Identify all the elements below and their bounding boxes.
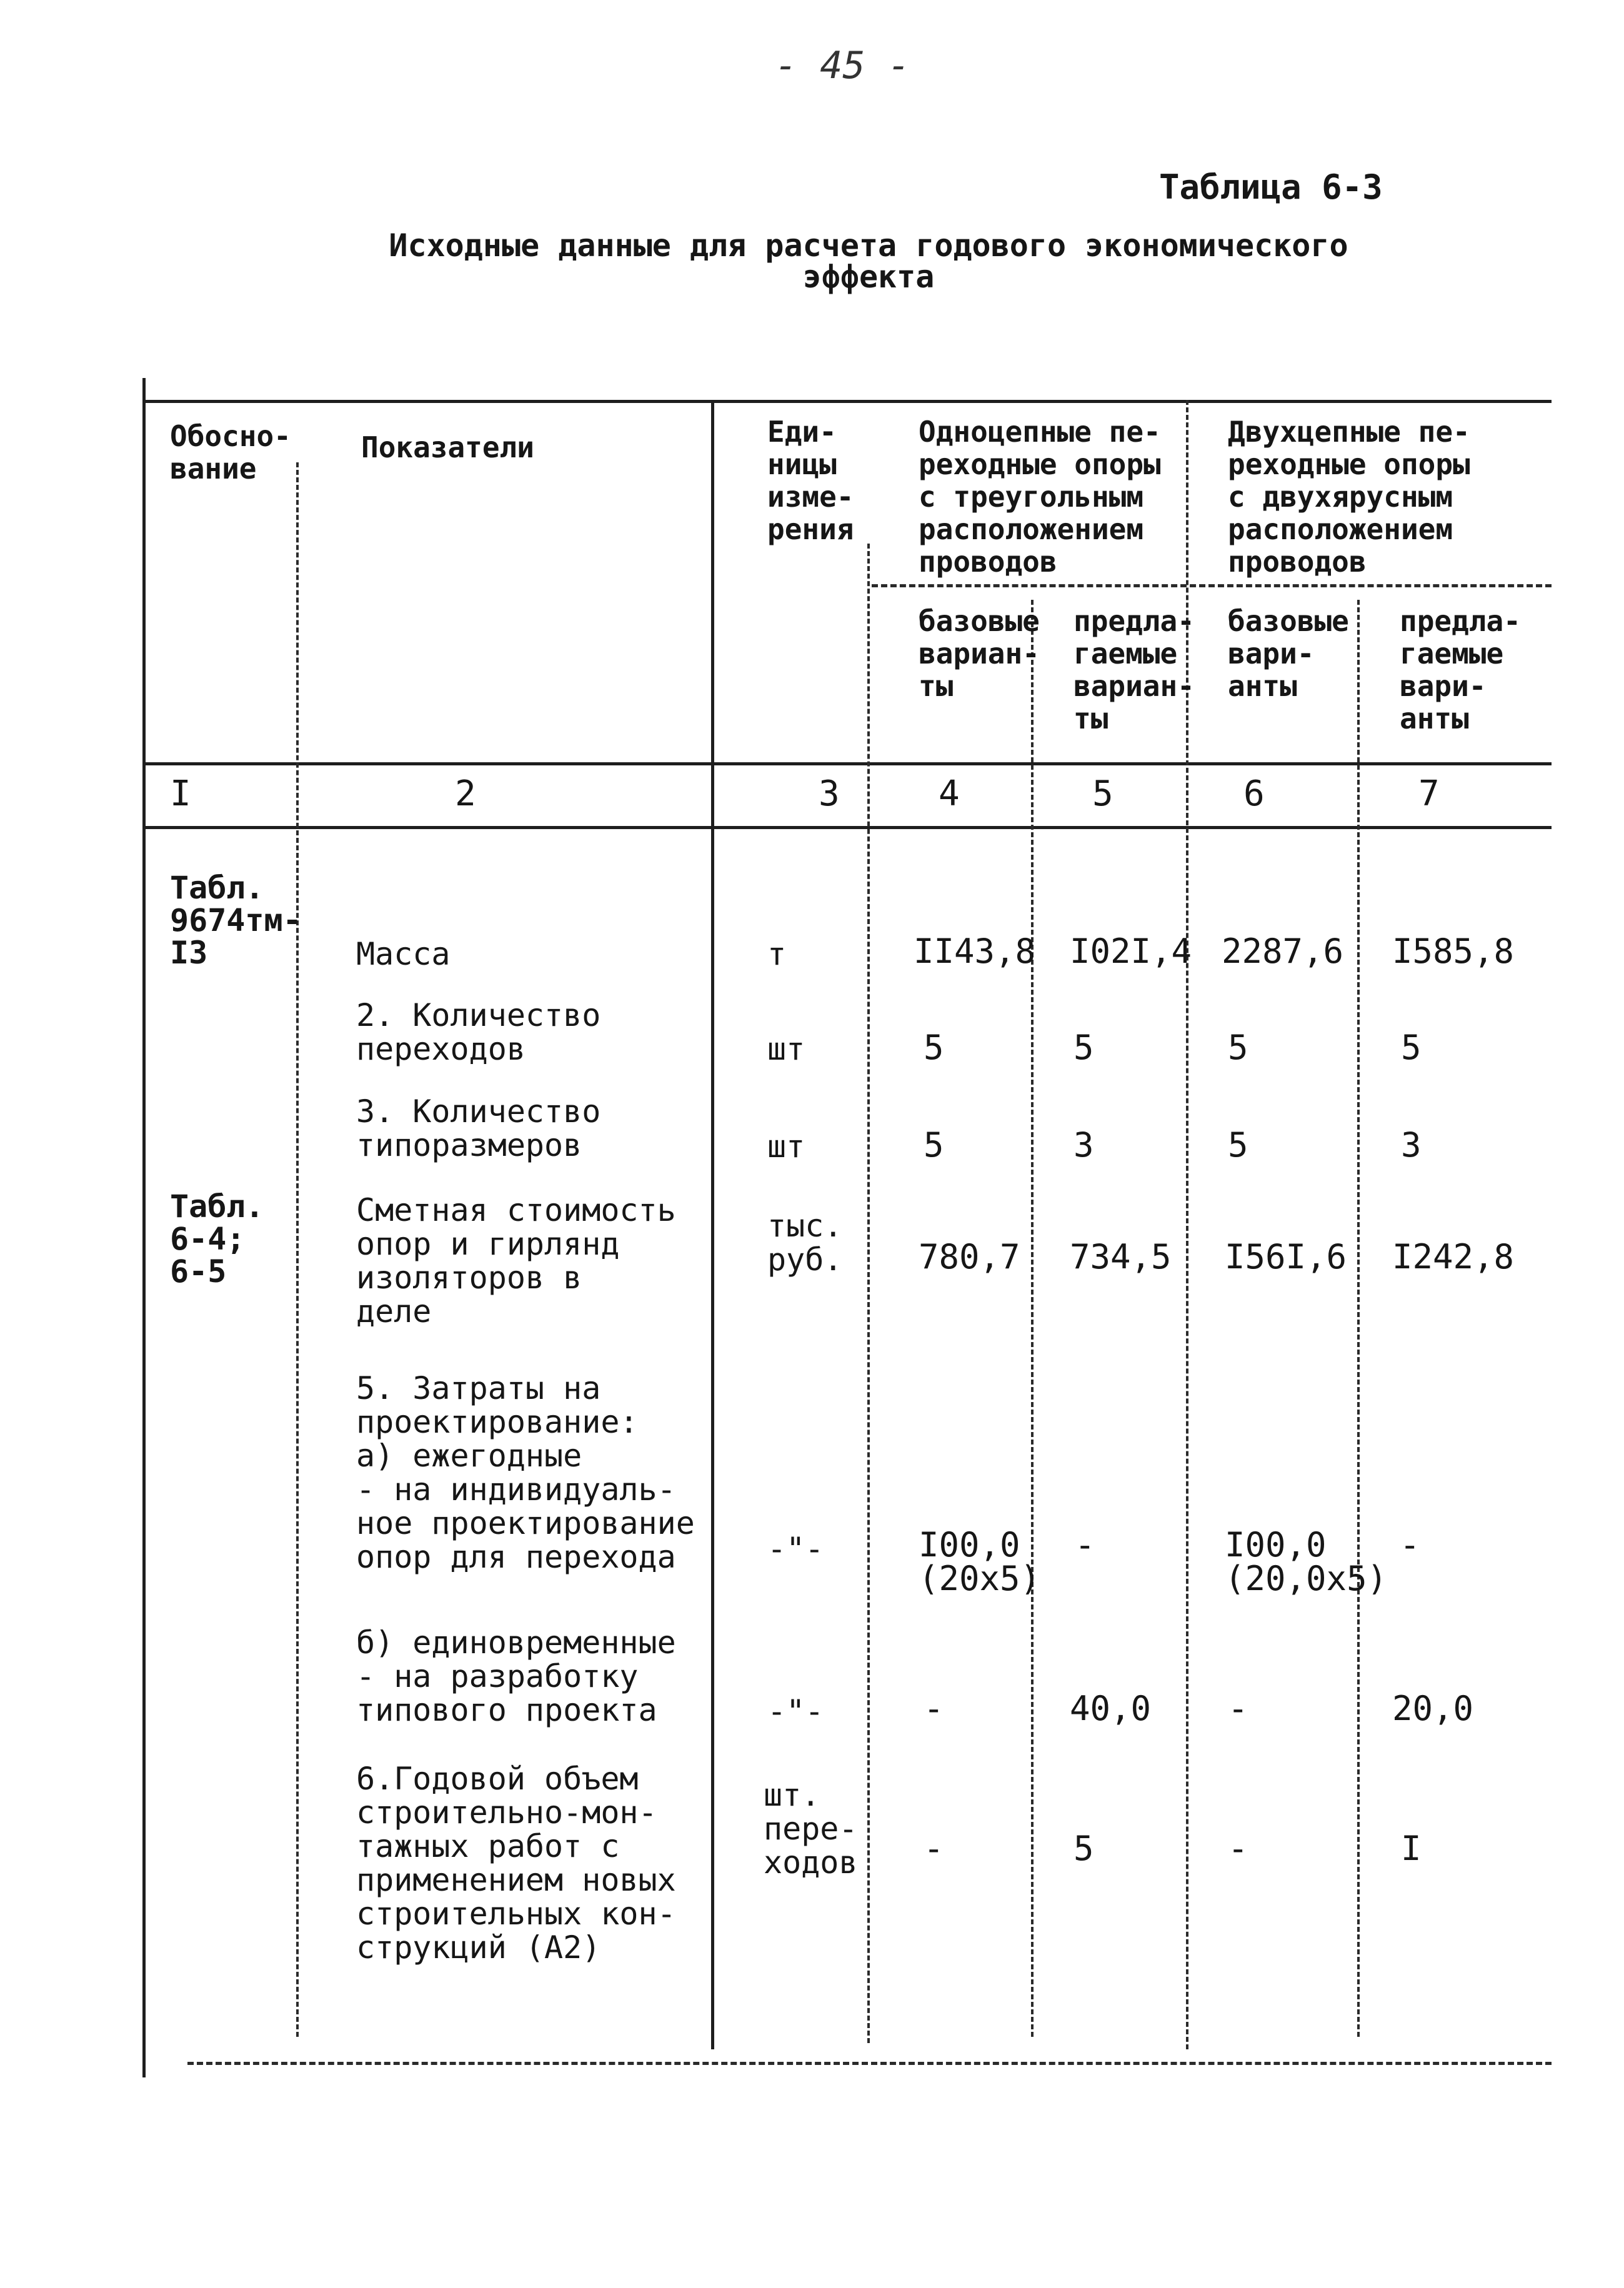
row-6-v4: - xyxy=(924,1689,944,1728)
row-1-unit: т xyxy=(767,936,787,972)
colnum-1: I xyxy=(170,773,191,814)
table-top-border xyxy=(142,400,1552,403)
row-2-v7: 5 xyxy=(1401,1028,1422,1067)
colnum-2: 2 xyxy=(455,773,476,814)
col-divider-4 xyxy=(1031,600,1034,2037)
row-1-indicator: Масса xyxy=(356,936,451,972)
row-5-indicator: 5. Затраты на проектирование: а) ежегодные - на индивидуаль- ное проектирование опор для перехода xyxy=(356,1370,695,1575)
colnum-7: 7 xyxy=(1418,773,1440,814)
header-proposed-variants-2: предла- гаемые вари- анты xyxy=(1400,604,1521,735)
colnum-3: 3 xyxy=(819,773,840,814)
header-single-circuit: Одноцепные пе- реходные опоры с треугольным расположением проводов xyxy=(919,415,1161,579)
row-2-unit: шт xyxy=(767,1031,805,1067)
group-sub-divider xyxy=(872,584,1552,587)
col-divider-1 xyxy=(296,462,299,2037)
row-7-v5: 5 xyxy=(1074,1829,1094,1868)
table-title: Исходные данные для расчета годового экономического эффекта xyxy=(389,227,1348,295)
row-1-v7: I585,8 xyxy=(1392,932,1515,971)
row-2-v5: 5 xyxy=(1074,1028,1094,1067)
row-4-v6: I56I,6 xyxy=(1225,1237,1347,1276)
row-7-v6: - xyxy=(1228,1829,1248,1868)
table-bottom-border xyxy=(187,2062,1552,2065)
col-divider-2 xyxy=(711,400,714,2049)
header-indicators: Показатели xyxy=(361,430,534,464)
row-7-v7: I xyxy=(1401,1829,1422,1868)
row-4-v4: 780,7 xyxy=(919,1237,1020,1276)
row-6-unit: -"- xyxy=(767,1693,824,1729)
table-label: Таблица 6-3 xyxy=(1159,167,1383,207)
row-1-v6: 2287,6 xyxy=(1222,932,1344,971)
row-3-unit: шт xyxy=(767,1128,805,1165)
row-5-unit: -"- xyxy=(767,1531,824,1567)
row-4-unit: тыс. руб. xyxy=(767,1208,843,1278)
row-3-v6: 5 xyxy=(1228,1125,1248,1165)
row-7-v4: - xyxy=(924,1829,944,1868)
colnum-bottom-border xyxy=(142,826,1552,829)
row-1-basis: Табл. 9674тм- I3 xyxy=(170,870,302,971)
row-5-v4: I00,0 (20х5) xyxy=(919,1525,1041,1598)
row-6-v7: 20,0 xyxy=(1392,1689,1474,1728)
row-7-unit: шт. пере- ходов xyxy=(764,1777,858,1881)
row-5-v5: - xyxy=(1075,1525,1095,1564)
row-1-v5: I02I,4 xyxy=(1070,932,1192,971)
row-2-v6: 5 xyxy=(1228,1028,1248,1067)
row-4-indicator: Сметная стоимость опор и гирлянд изоляторов в деле xyxy=(356,1192,676,1330)
row-6-indicator: б) единовременные - на разработку типового проекта xyxy=(356,1624,676,1728)
page-number: - 45 - xyxy=(775,44,910,87)
row-1-v4: II43,8 xyxy=(914,932,1036,971)
row-4-v5: 734,5 xyxy=(1070,1237,1172,1276)
row-3-v4: 5 xyxy=(924,1125,944,1165)
row-2-v4: 5 xyxy=(924,1028,944,1067)
header-basis: Обосно- вание xyxy=(170,419,291,485)
colnum-5: 5 xyxy=(1092,773,1113,814)
table-left-border xyxy=(142,378,146,2077)
header-proposed-variants-1: предла- гаемые вариан- ты xyxy=(1074,604,1195,735)
row-3-indicator: 3. Количество типоразмеров xyxy=(356,1093,601,1163)
row-4-basis: Табл. 6-4; 6-5 xyxy=(170,1188,264,1290)
row-4-v7: I242,8 xyxy=(1392,1237,1515,1276)
row-5-v7: - xyxy=(1400,1525,1420,1564)
header-units: Еди- ницы изме- рения xyxy=(767,415,854,546)
row-3-v7: 3 xyxy=(1401,1125,1422,1165)
header-base-variants-1: базовые вариан- ты xyxy=(919,604,1040,703)
row-5-v6: I00,0 (20,0х5) xyxy=(1225,1525,1388,1598)
row-6-v6: - xyxy=(1228,1689,1248,1728)
row-7-indicator: 6.Годовой объем строительно-мон- тажных работ с применением новых строительных кон- струкций (А2) xyxy=(356,1761,676,1966)
row-6-v5: 40,0 xyxy=(1070,1689,1152,1728)
col-divider-3 xyxy=(867,544,870,2043)
header-double-circuit: Двухцепные пе- реходные опоры с двухярусным расположением проводов xyxy=(1228,415,1470,579)
col-divider-6 xyxy=(1357,600,1360,2037)
row-2-indicator: 2. Количество переходов xyxy=(356,997,601,1067)
colnum-4: 4 xyxy=(939,773,960,814)
header-base-variants-2: базовые вари- анты xyxy=(1228,604,1349,703)
header-bottom-border xyxy=(142,762,1552,765)
row-3-v5: 3 xyxy=(1074,1125,1094,1165)
colnum-6: 6 xyxy=(1243,773,1265,814)
